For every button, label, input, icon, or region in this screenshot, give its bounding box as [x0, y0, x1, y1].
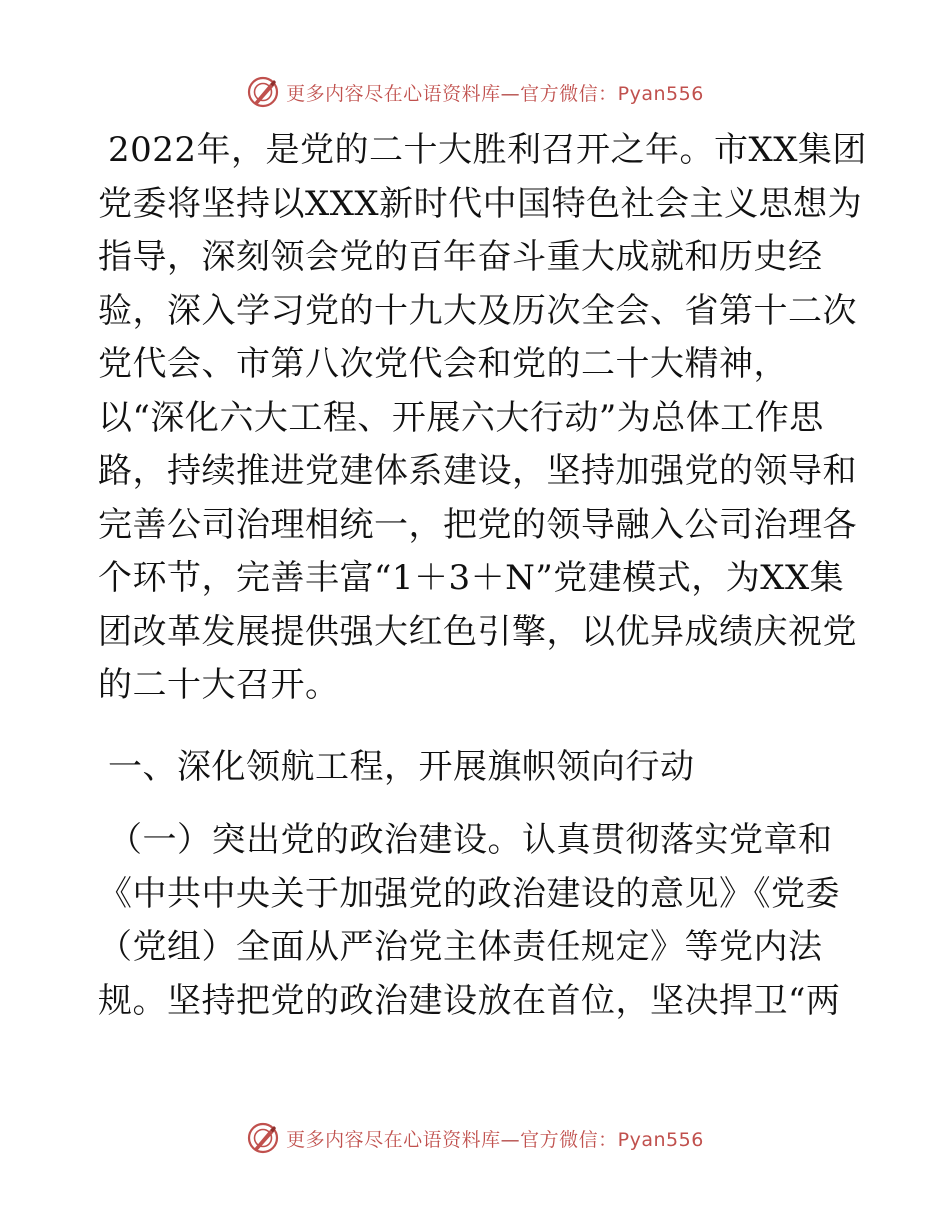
banner-main-text: 更多内容尽在心语资料库	[286, 82, 501, 105]
banner-main-text: 更多内容尽在心语资料库	[286, 1128, 501, 1151]
pen-logo-icon	[246, 75, 280, 109]
intro-line: 路，持续推进党建体系建设，坚持加强党的领导和	[98, 451, 857, 491]
banner-text	[286, 79, 704, 106]
intro-line: 团改革发展提供强大红色引擎，以优异成绩庆祝党	[98, 611, 857, 652]
banner-dash: —	[500, 1128, 521, 1151]
banner-dash: —	[500, 82, 521, 105]
intro-line: 的二十大召开。	[98, 665, 340, 705]
banner-text	[286, 1125, 704, 1152]
document-body	[98, 124, 867, 1028]
header-watermark-banner	[0, 72, 950, 112]
intro-line: 个环节，完善丰富“1＋3＋N”党建模式，为XX集	[98, 558, 845, 598]
intro-line: 党代会、市第八次党代会和党的二十大精神，	[98, 344, 788, 384]
sub-line: （党组）全面从严治党主体责任规定》等党内法	[98, 927, 823, 967]
intro-line: 完善公司治理相统一，把党的领导融入公司治理各	[98, 504, 857, 545]
footer-watermark-banner	[0, 1118, 950, 1158]
intro-line: 验，深入学习党的十九大及历次全会、省第十二次	[98, 290, 857, 331]
intro-line: 2022年，是党的二十大胜利召开之年。市XX集团	[108, 130, 867, 170]
intro-line: 以“深化六大工程、开展六大行动”为总体工作思	[98, 397, 824, 438]
intro-line: 党委将坚持以XXX新时代中国特色社会主义思想为	[98, 183, 863, 224]
banner-wechat-text: 官方微信：Pyan556	[520, 82, 704, 105]
pen-logo-icon	[246, 1121, 280, 1155]
sub-line: （一）突出党的政治建设。认真贯彻落实党章和	[108, 820, 833, 860]
intro-line: 指导，深刻领会党的百年奋斗重大成就和历史经	[98, 237, 823, 277]
banner-wechat-text: 官方微信：Pyan556	[520, 1128, 704, 1151]
sub-line: 《中共中央关于加强党的政治建设的意见》《党委	[98, 873, 840, 914]
sub-line: 规。坚持把党的政治建设放在首位，坚决捍卫“两	[98, 980, 841, 1021]
section-heading: 一、深化领航工程，开展旗帜领向行动	[108, 746, 695, 787]
